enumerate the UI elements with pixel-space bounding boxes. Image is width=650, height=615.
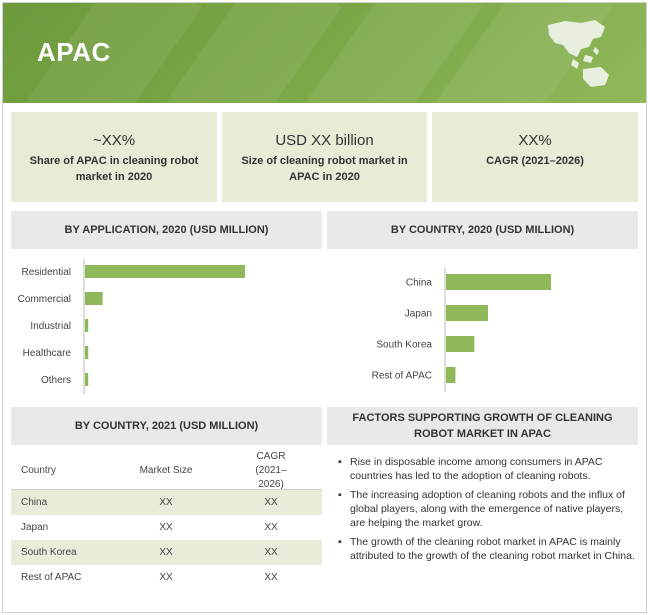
bar-industrial bbox=[85, 319, 88, 332]
category-label: Healthcare bbox=[22, 348, 71, 359]
factor-text: The increasing adoption of cleaning robots and the influx of global players, along with the emergence of native players, are helping the market grow. bbox=[350, 489, 625, 529]
category-label: Others bbox=[40, 375, 71, 386]
bar-china bbox=[446, 274, 551, 290]
bullet-icon: ▪ bbox=[338, 536, 342, 548]
application-chart-title: BY APPLICATION, 2020 (USD MILLION) bbox=[11, 211, 322, 249]
list-item bbox=[336, 535, 636, 563]
row-market-size: XX bbox=[159, 522, 173, 533]
row-cagr: XX bbox=[264, 546, 278, 558]
market-size-value: USD XX billion bbox=[275, 132, 374, 149]
table-row bbox=[11, 490, 322, 515]
header-cagr: CAGR (2021–2026) bbox=[255, 450, 287, 490]
row-market-size: XX bbox=[159, 547, 173, 558]
category-label: Residential bbox=[21, 267, 71, 278]
table-row bbox=[11, 515, 322, 540]
bar-others bbox=[85, 373, 88, 386]
list-item bbox=[336, 488, 636, 530]
category-label: South Korea bbox=[376, 339, 432, 351]
country-chart-title: BY COUNTRY, 2020 (USD MILLION) bbox=[327, 211, 638, 249]
table-header-row bbox=[11, 452, 322, 490]
table-row bbox=[11, 540, 322, 565]
region-banner bbox=[3, 3, 646, 103]
application-bar-chart bbox=[11, 255, 322, 395]
bar-healthcare bbox=[85, 346, 88, 359]
row-cagr: XX bbox=[264, 571, 278, 583]
category-label: Japan bbox=[404, 308, 432, 320]
row-country: China bbox=[21, 497, 48, 508]
apac-share-value: ~XX% bbox=[92, 132, 136, 149]
row-country: Rest of APAC bbox=[21, 572, 82, 583]
country-2021-table bbox=[11, 452, 322, 590]
growth-factors-list bbox=[336, 455, 636, 568]
list-item bbox=[336, 455, 636, 483]
factor-text: Rise in disposable income among consumers in APAC countries has led to the adoption of cleaning robots. bbox=[350, 456, 603, 482]
row-market-size: XX bbox=[159, 497, 173, 508]
header-market-size: Market Size bbox=[139, 465, 193, 476]
bar-rest-of-apac bbox=[446, 367, 455, 383]
category-label: Rest of APAC bbox=[371, 370, 432, 382]
category-label: Commercial bbox=[17, 294, 71, 305]
category-label: China bbox=[405, 277, 432, 289]
bullet-icon: ▪ bbox=[338, 489, 342, 501]
bar-commercial bbox=[85, 292, 103, 305]
cagr-label: CAGR (2021–2026) bbox=[486, 155, 584, 167]
table-row bbox=[11, 565, 322, 590]
bar-japan bbox=[446, 305, 488, 321]
market-size-label: Size of cleaning robot market in APAC in 2020 bbox=[241, 155, 408, 183]
factors-title: FACTORS SUPPORTING GROWTH OF CLEANING ROBOT MARKET IN APAC bbox=[327, 407, 638, 445]
asia-pacific-map-icon bbox=[543, 17, 613, 92]
row-country: Japan bbox=[21, 522, 49, 533]
apac-share-card bbox=[11, 112, 217, 202]
country-bar-chart bbox=[327, 260, 638, 395]
market-size-card bbox=[222, 112, 427, 202]
apac-share-label: Share of APAC in cleaning robot market in 2020 bbox=[29, 155, 199, 183]
factor-text: The growth of the cleaning robot market in APAC is mainly attributed to the growth of the cleaning robot market in China. bbox=[350, 536, 635, 562]
row-cagr: XX bbox=[264, 496, 278, 508]
category-label: Industrial bbox=[30, 321, 71, 332]
header-country: Country bbox=[21, 465, 57, 476]
bar-residential bbox=[85, 265, 245, 278]
cagr-card bbox=[432, 112, 638, 202]
country-2021-title: BY COUNTRY, 2021 (USD MILLION) bbox=[11, 407, 322, 445]
bullet-icon: ▪ bbox=[338, 456, 342, 468]
row-cagr: XX bbox=[264, 521, 278, 533]
bar-south-korea bbox=[446, 336, 474, 352]
row-market-size: XX bbox=[159, 572, 173, 583]
row-country: South Korea bbox=[21, 547, 77, 558]
region-title: APAC bbox=[37, 37, 111, 67]
cagr-value: XX% bbox=[518, 132, 552, 149]
